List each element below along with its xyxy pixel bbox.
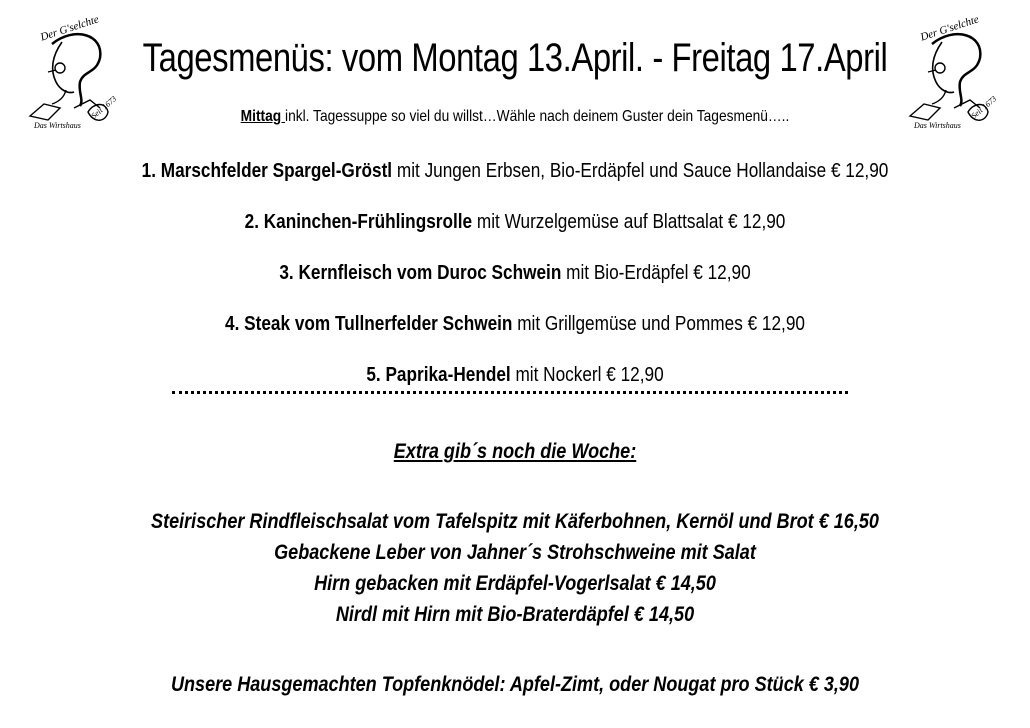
closing-line: Unsere Hausgemachten Topfenknödel: Apfel-Zimt, oder Nougat pro Stück € 3,90 <box>170 673 860 696</box>
logo-text-bottom: Das Wirtshaus <box>34 121 81 130</box>
menu-item <box>72 357 958 408</box>
subtitle-strong: Mittag <box>240 108 286 125</box>
menu-item <box>72 255 958 306</box>
logo-since: Seit 1673 <box>969 94 998 121</box>
menu-item-desc: mit Grillgemüse und Pommes € 12,90 <box>512 313 805 335</box>
menu-item-desc: mit Bio-Erdäpfel € 12,90 <box>561 262 751 284</box>
extra-item: Gebackene Leber von Jahner´s Strohschweine mit Salat <box>274 541 756 564</box>
page-title: Tagesmenüs: vom Montag 13.April. - Freitag 17.April <box>142 36 888 80</box>
menu-item-desc: mit Jungen Erbsen, Bio-Erdäpfel und Sauce Hollandaise € 12,90 <box>392 160 889 182</box>
menu-item-name: 4. Steak vom Tullnerfelder Schwein <box>225 313 513 335</box>
menu-item <box>72 204 958 255</box>
subtitle <box>72 108 958 126</box>
menu-item <box>72 153 958 204</box>
logo-text-bottom: Das Wirtshaus <box>914 121 961 130</box>
logo-since: Seit 1673 <box>89 94 118 121</box>
menu-item-desc: mit Nockerl € 12,90 <box>510 364 664 386</box>
menu-item <box>72 306 958 357</box>
extra-item: Nirdl mit Hirn mit Bio-Braterdäpfel € 14,50 <box>335 603 695 626</box>
logo-text-top: Der G'selchte <box>38 13 101 44</box>
menu-item-name: 2. Kaninchen-Frühlingsrolle <box>244 211 473 233</box>
menu-item-desc: mit Wurzelgemüse auf Blattsalat € 12,90 <box>472 211 786 233</box>
extra-item: Steirischer Rindfleischsalat vom Tafelspitz mit Käferbohnen, Kernöl und Brot € 16,50 <box>151 510 879 533</box>
logo-text-top: Der G'selchte <box>918 13 981 44</box>
menu-item-name: 3. Kernfleisch vom Duroc Schwein <box>279 262 562 284</box>
subtitle-text: inkl. Tagessuppe so viel du willst…Wähle nach deinem Guster dein Tagesmenü….. <box>285 108 790 125</box>
dotted-divider <box>172 391 848 394</box>
menu-item-name: 1. Marschfelder Spargel-Gröstl <box>141 160 393 182</box>
menu-item-name: 5. Paprika-Hendel <box>366 364 511 386</box>
extra-list <box>0 506 1030 630</box>
extra-heading: Extra gib´s noch die Woche: <box>393 440 637 463</box>
daily-menu-list <box>0 153 1030 408</box>
extra-item: Hirn gebacken mit Erdäpfel-Vogerlsalat € 14,50 <box>314 572 716 595</box>
